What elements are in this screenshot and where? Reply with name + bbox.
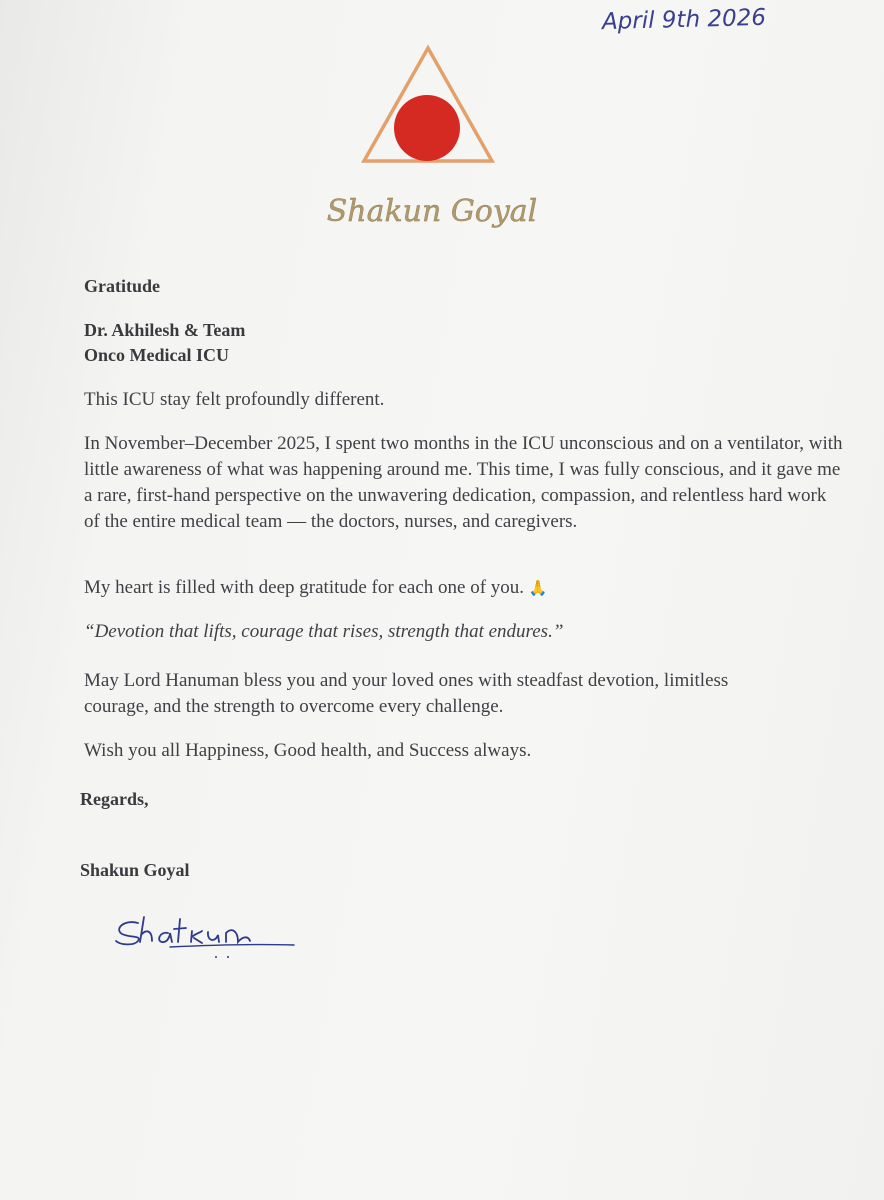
paragraph-experience: In November–December 2025, I spent two months in the ICU unconscious and on a ventilator, with little awareness of what was happening around me. This time, I was fully conscious, and it gave me a rare, first-hand perspective on the unwavering dedication, compassion, and relentless hard work of the entire medical team — the doctors, nurses, and caregivers. — [84, 433, 843, 532]
closing-regards: Regards, — [80, 789, 149, 809]
gratitude-text: My heart is filled with deep gratitude for each one of you. — [84, 577, 525, 598]
recipient-name: Dr. Akhilesh & Team — [84, 320, 246, 340]
triangle-logo-icon — [360, 44, 496, 166]
paragraph-gratitude — [84, 575, 854, 602]
paragraph-quote: “Devotion that lifts, courage that rises, strength that endures.” — [84, 621, 564, 642]
paragraph-intro: This ICU stay felt profoundly different. — [84, 389, 385, 410]
recipient-unit: Onco Medical ICU — [84, 345, 229, 365]
recipient-block — [84, 318, 854, 368]
handwritten-signature — [110, 905, 310, 965]
svg-text:Shakun Goyal: Shakun Goyal — [326, 194, 538, 229]
signer-name: Shakun Goyal — [80, 860, 190, 880]
letter-salutation: Gratitude — [84, 276, 160, 296]
brand-logotype — [312, 185, 552, 235]
paragraph-blessing: May Lord Hanuman bless you and your loved ones with steadfast devotion, limitless courage, and the strength to overcome every challenge. — [84, 670, 729, 717]
svg-text:April 9th 2026: April 9th 2026 — [601, 4, 767, 36]
folded-hands-icon: 🙏 — [528, 581, 548, 597]
handwritten-date — [600, 2, 850, 38]
paragraph-wishes: Wish you all Happiness, Good health, and Success always. — [84, 740, 532, 761]
